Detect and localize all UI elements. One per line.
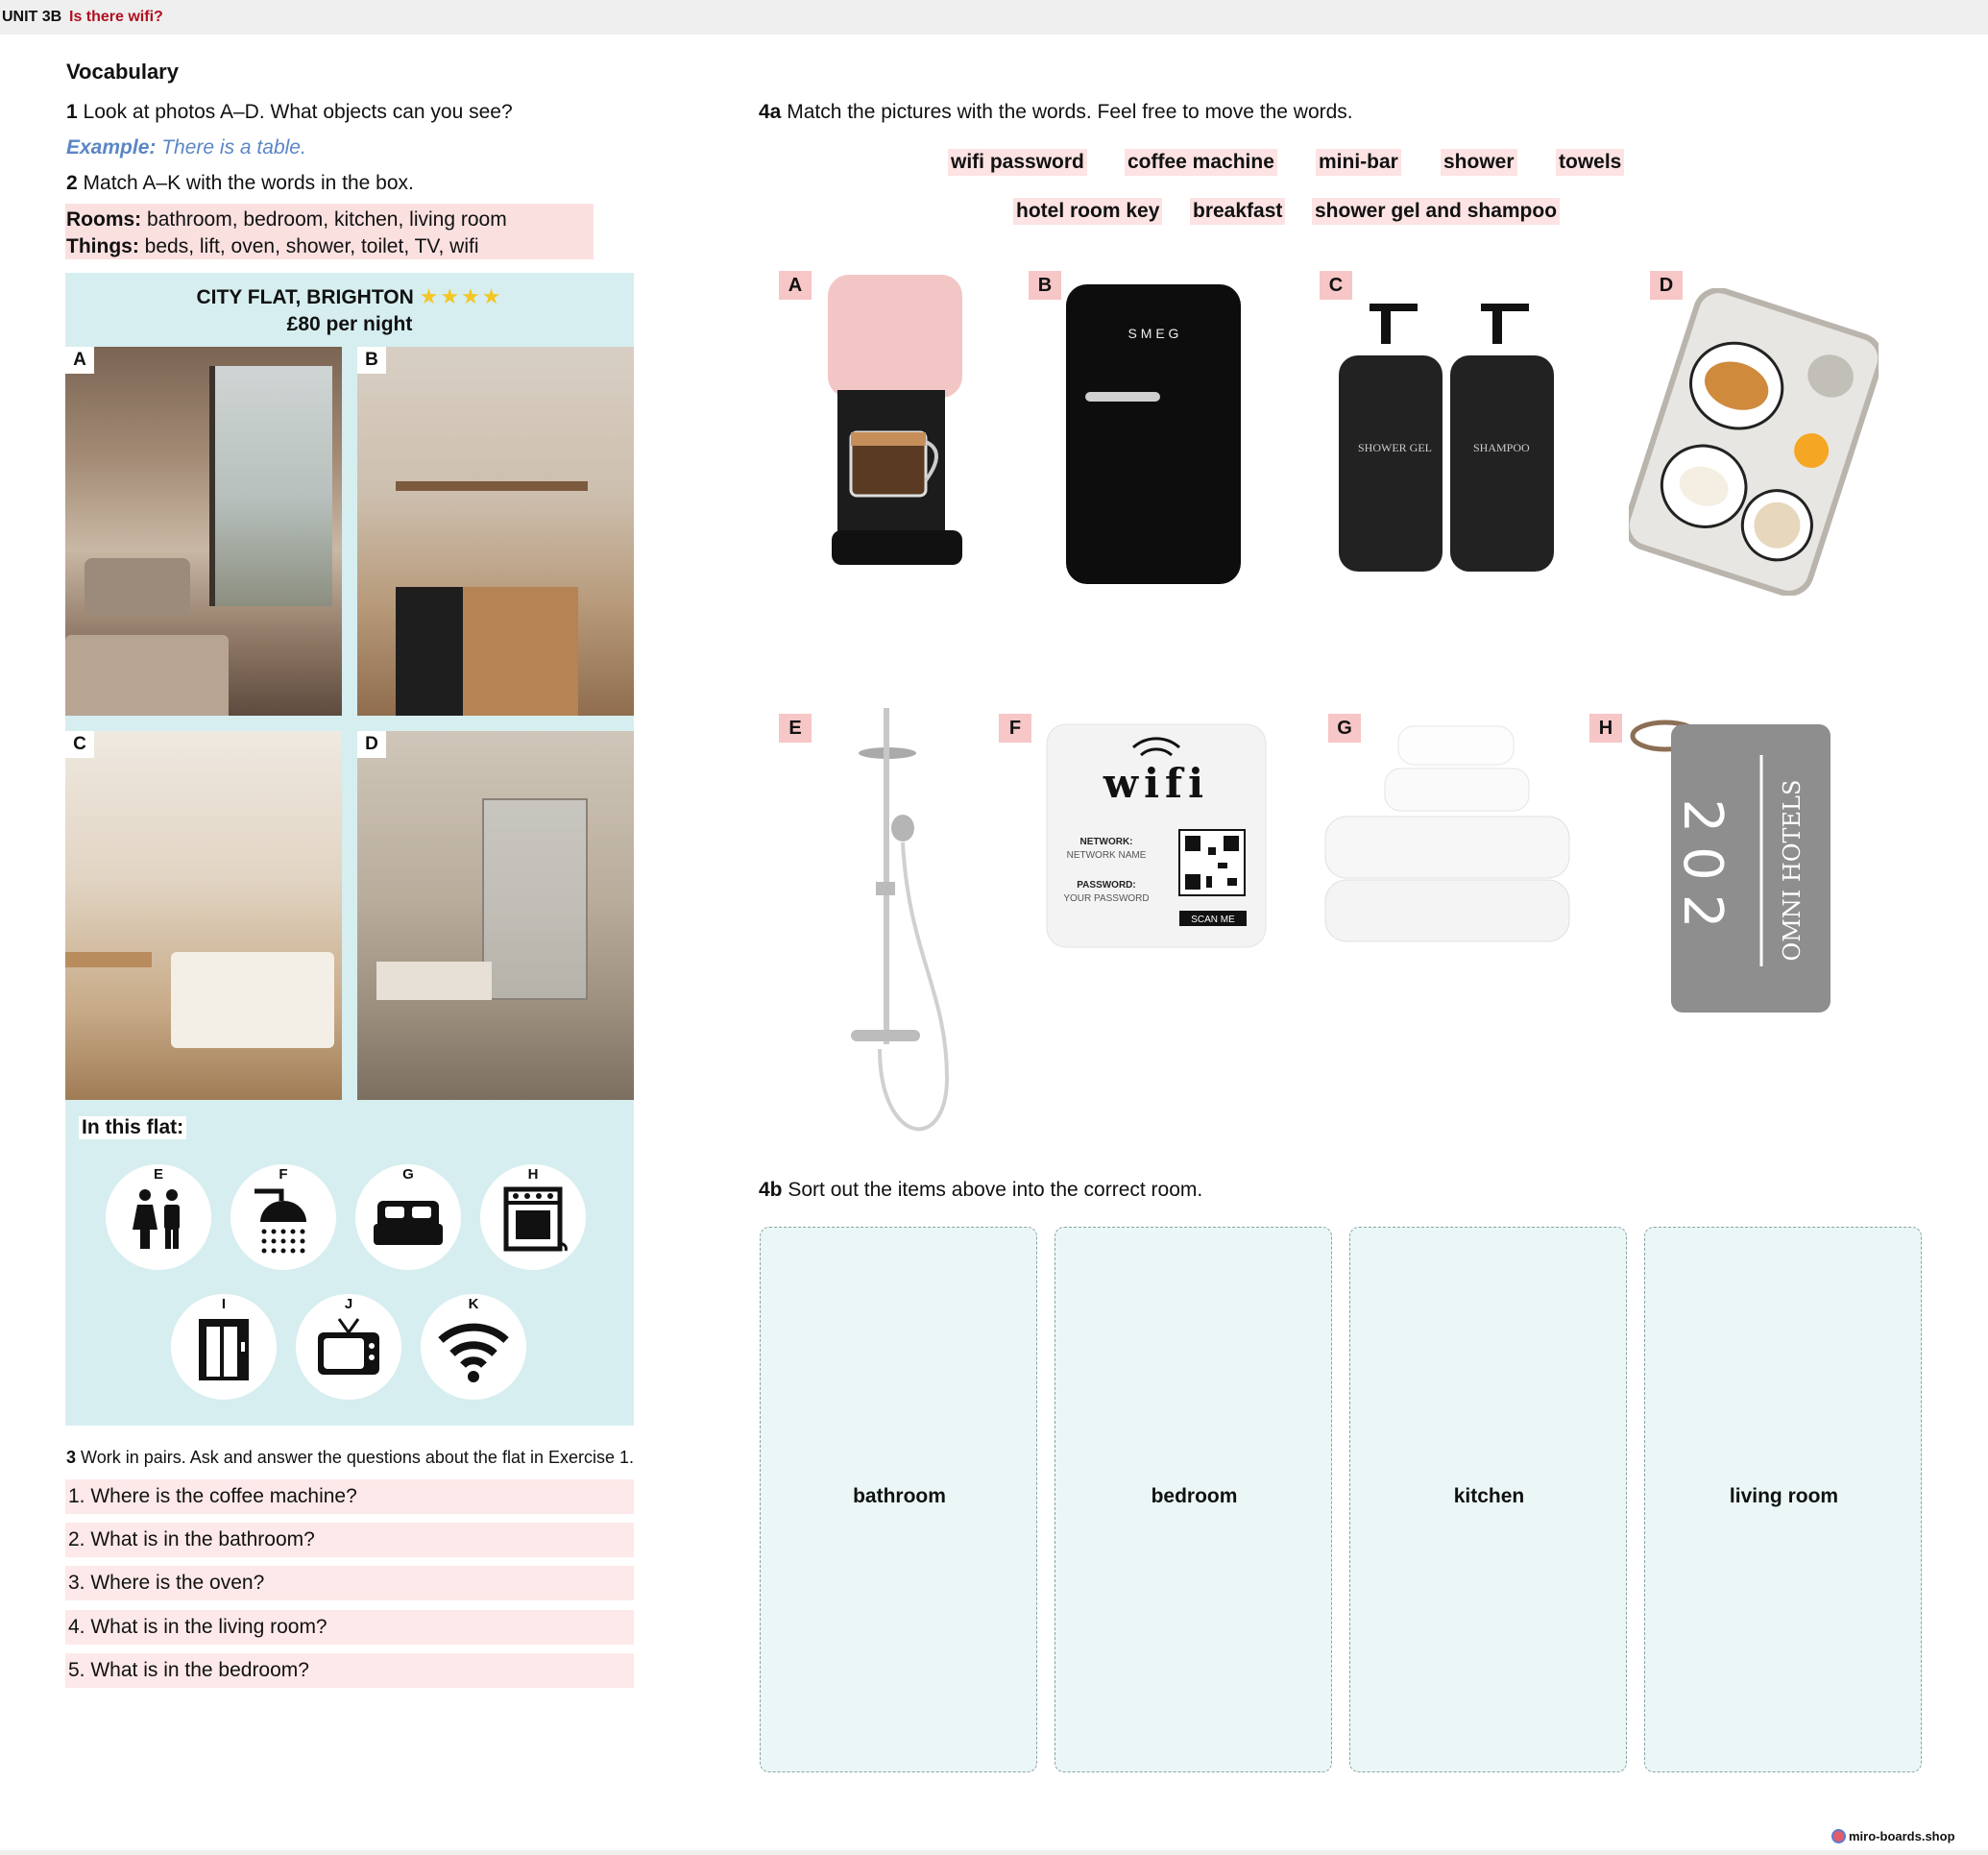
exercise-number: 1: [66, 101, 78, 123]
top-bar: [0, 0, 1988, 35]
shower-icon: [247, 1184, 320, 1257]
icon-label: E: [153, 1166, 163, 1183]
icon-i-lift[interactable]: [171, 1294, 277, 1400]
example-text: There is a table.: [161, 136, 306, 159]
icon-f-shower[interactable]: [230, 1164, 336, 1270]
towels-picture[interactable]: [1318, 717, 1577, 947]
question-item: 3. Where is the oven?: [65, 1566, 634, 1600]
drop-zone-kitchen[interactable]: [1349, 1227, 1627, 1772]
key-hotel-name: OMNI HOTELS: [1779, 779, 1806, 962]
photo-c-bedroom[interactable]: [65, 731, 342, 1100]
word-chip-coffee-machine[interactable]: coffee machine: [1125, 149, 1277, 176]
picture-label: G: [1328, 714, 1361, 743]
rooms-line: [66, 207, 593, 233]
room-key-picture[interactable]: [1627, 717, 1838, 1014]
picture-label: D: [1650, 271, 1683, 300]
fridge-shape: [396, 587, 463, 716]
window-shape: [209, 366, 332, 606]
icon-label: I: [221, 1296, 227, 1312]
room-label: kitchen: [1453, 1485, 1525, 1507]
bed-icon: [372, 1184, 445, 1257]
oven-icon: [497, 1184, 570, 1257]
exercise-number: 4b: [759, 1179, 783, 1201]
picture-label: H: [1589, 714, 1622, 743]
wifi-icon: [437, 1313, 510, 1386]
picture-label: B: [1029, 271, 1061, 300]
exercise-1-instruction: [66, 100, 513, 124]
rooms-text: bathroom, bedroom, kitchen, living room: [147, 208, 507, 231]
brand-footer[interactable]: [1849, 1829, 1955, 1843]
icon-label: K: [468, 1296, 479, 1312]
password-value: YOUR PASSWORD: [1063, 893, 1150, 904]
in-this-flat-label: In this flat:: [79, 1116, 186, 1139]
exercise-text: Match A–K with the words in the box.: [83, 172, 414, 194]
wifi-sign-title: wifi: [1103, 760, 1210, 807]
exercise-text: Sort out the items above into the correct room.: [788, 1179, 1203, 1201]
picture-label: E: [779, 714, 812, 743]
exercise-number: 3: [66, 1448, 77, 1467]
bottom-bar: [0, 1850, 1988, 1855]
word-chip-wifi-password[interactable]: wifi password: [948, 149, 1087, 176]
mini-bar-picture[interactable]: [1062, 279, 1245, 591]
icon-label: G: [402, 1166, 414, 1183]
wifi-sign-picture[interactable]: [1045, 722, 1268, 949]
exercise-text: Work in pairs. Ask and answer the questions about the flat in Exercise 1.: [81, 1448, 635, 1467]
fridge-brand: S M E G: [1127, 326, 1179, 341]
coffee-machine-picture[interactable]: [818, 269, 972, 586]
star-rating-icon: ★★★★: [419, 284, 503, 308]
bed-shape: [171, 952, 334, 1048]
word-chip-mini-bar[interactable]: mini-bar: [1316, 149, 1401, 176]
photo-label: B: [357, 347, 386, 374]
breakfast-tray-picture[interactable]: [1629, 288, 1879, 596]
vocabulary-heading: Vocabulary: [66, 60, 179, 84]
word-chip-breakfast[interactable]: breakfast: [1190, 198, 1285, 225]
exercise-4b-instruction: [759, 1178, 1202, 1202]
word-chip-hotel-room-key[interactable]: hotel room key: [1013, 198, 1162, 225]
question-item: 1. Where is the coffee machine?: [65, 1479, 634, 1514]
bed-shape: [65, 635, 229, 716]
flat-title: CITY FLAT, BRIGHTON: [196, 286, 414, 308]
flat-title-line: [65, 282, 634, 311]
icon-label: H: [527, 1166, 539, 1183]
desk-shape: [65, 952, 152, 967]
photo-a-living-room[interactable]: [65, 347, 342, 716]
word-box: [65, 204, 594, 259]
icon-j-tv[interactable]: [296, 1294, 401, 1400]
bottle-label-shower-gel: SHOWER GEL: [1358, 441, 1432, 454]
brand-logo-icon: [1831, 1829, 1846, 1843]
exercise-3-instruction: [66, 1448, 634, 1468]
question-item: 4. What is in the living room?: [65, 1610, 634, 1645]
photo-label: C: [65, 731, 94, 758]
unit-label: UNIT 3B: [2, 9, 62, 25]
exercise-number: 4a: [759, 101, 782, 123]
drop-zone-bedroom[interactable]: [1055, 1227, 1332, 1772]
icon-k-wifi[interactable]: [421, 1294, 526, 1400]
flat-header: [65, 282, 634, 339]
icon-e-toilet[interactable]: [106, 1164, 211, 1270]
icon-h-oven[interactable]: [480, 1164, 586, 1270]
icon-label: F: [279, 1166, 288, 1183]
room-label: bedroom: [1151, 1485, 1238, 1507]
photo-b-kitchen[interactable]: [357, 347, 634, 716]
network-value: NETWORK NAME: [1066, 850, 1147, 861]
room-label: bathroom: [853, 1485, 946, 1507]
photo-label: D: [357, 731, 386, 758]
bottle-label-shampoo: SHAMPOO: [1473, 441, 1530, 454]
password-label: PASSWORD:: [1077, 880, 1136, 891]
icon-g-bed[interactable]: [355, 1164, 461, 1270]
flat-price: £80 per night: [286, 313, 413, 336]
exercise-number: 2: [66, 172, 78, 194]
network-label: NETWORK:: [1079, 837, 1133, 847]
word-chip-shower[interactable]: shower: [1441, 149, 1517, 176]
brand-name: miro-boards.shop: [1849, 1829, 1955, 1843]
picture-label: C: [1320, 271, 1352, 300]
photo-label: A: [65, 347, 94, 374]
exercise-2-instruction: [66, 171, 414, 195]
room-label: living room: [1729, 1485, 1839, 1507]
word-chip-shower-gel-and-shampoo[interactable]: shower gel and shampoo: [1312, 198, 1560, 225]
drop-zone-living-room[interactable]: [1644, 1227, 1922, 1772]
lift-icon: [187, 1313, 260, 1386]
exercise-text: Look at photos A–D. What objects can you see?: [83, 101, 513, 123]
example-label: Example:: [66, 136, 157, 159]
shower-picture[interactable]: [841, 703, 966, 1145]
exercise-4a-instruction: [759, 100, 1353, 124]
things-text: beds, lift, oven, shower, toilet, TV, wifi: [144, 235, 479, 258]
sink-shape: [376, 962, 492, 1000]
photo-d-bathroom[interactable]: [357, 731, 634, 1100]
sofa-shape: [85, 558, 190, 616]
shower-glass-shape: [482, 798, 588, 1000]
icon-label: J: [344, 1296, 353, 1312]
exercise-text: Match the pictures with the words. Feel free to move the words.: [787, 101, 1353, 123]
shower-gel-shampoo-picture[interactable]: [1331, 298, 1562, 576]
unit-title: Is there wifi?: [69, 9, 163, 25]
shelf-shape: [396, 481, 588, 491]
rooms-label: Rooms:: [66, 208, 142, 231]
picture-label: F: [999, 714, 1031, 743]
things-line: [66, 233, 593, 260]
scan-me-label: SCAN ME: [1191, 915, 1235, 925]
city-flat-panel: [65, 273, 634, 1426]
things-label: Things:: [66, 235, 139, 258]
example-line: [66, 135, 306, 159]
toilet-people-icon: [122, 1184, 195, 1257]
word-chip-towels[interactable]: towels: [1556, 149, 1624, 176]
drop-zone-bathroom[interactable]: [760, 1227, 1037, 1772]
key-room-number: 202: [1671, 798, 1733, 942]
question-item: 2. What is in the bathroom?: [65, 1523, 634, 1557]
question-item: 5. What is in the bedroom?: [65, 1653, 634, 1688]
tv-icon: [312, 1313, 385, 1386]
picture-label: A: [779, 271, 812, 300]
